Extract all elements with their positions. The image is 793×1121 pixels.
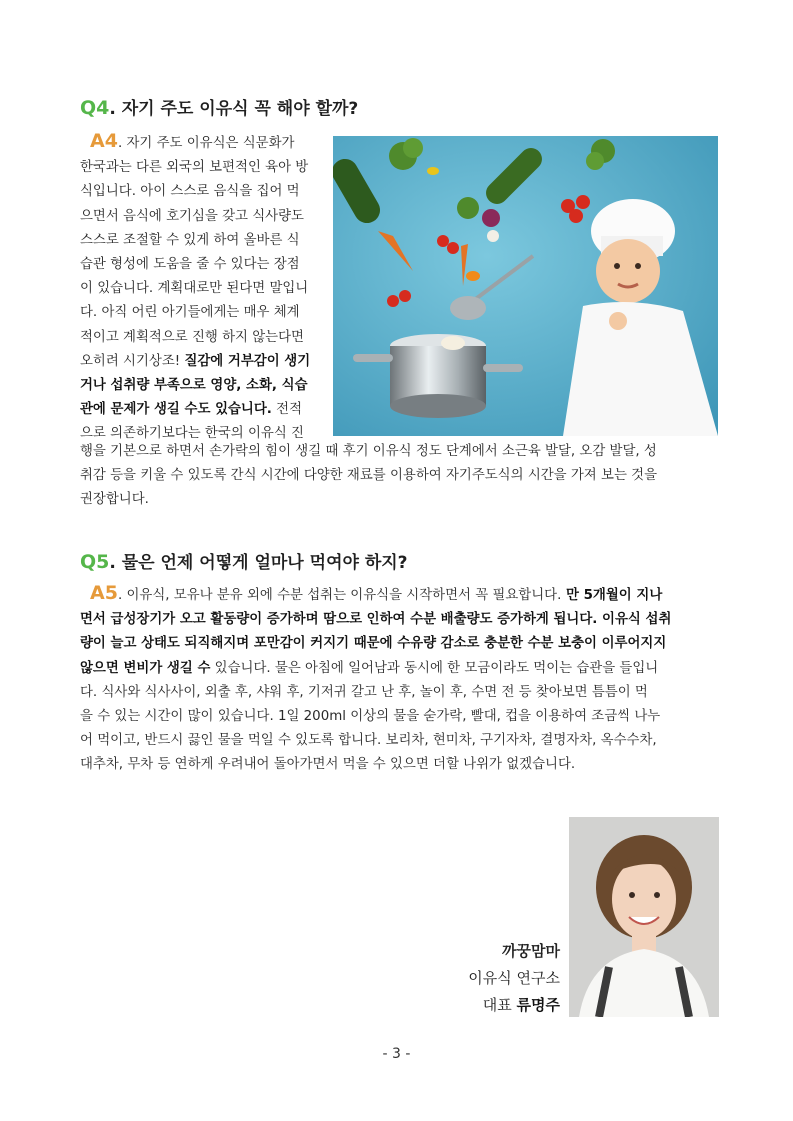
q5-question: . 물은 언제 어떻게 얼마나 먹여야 하지? <box>109 553 408 573</box>
q4-line: 습관 형성에 도움을 줄 수 있다는 장점 <box>80 257 300 273</box>
q4-line: 다. 아직 어린 아기들에게는 매우 체계 <box>80 305 300 321</box>
a4-number: A4 <box>90 130 118 152</box>
q5-bold-text: 면서 급성장기가 오고 활동량이 증가하며 땀으로 인하여 수분 배출량도 증가하게 됩니다. 이유식 섭취 <box>80 612 672 628</box>
q4-answer-column <box>80 129 330 447</box>
author-title-line <box>420 992 560 1019</box>
q5-bold-text: 량이 늘고 상태도 되직해지며 포만감이 커지기 때문에 수유량 감소로 충분한 수분 보충이 이루어지지 <box>80 636 667 652</box>
author-signature <box>420 938 560 1019</box>
a5-number: A5 <box>90 582 118 604</box>
q5-heading <box>80 548 408 573</box>
q4-line: 적이고 계획적으로 진행 하지 않는다면 <box>80 329 304 345</box>
q4-bold-text: 거나 섭취량 부족으로 영양, 소화, 식습 <box>80 378 308 394</box>
q5-line: 다. 식사와 식사사이, 외출 후, 샤워 후, 기저귀 갈고 난 후, 놀이 후, 수면 전 등 찾아보면 틈틈이 먹 <box>80 684 648 700</box>
q4-line: 으면서 음식에 호기심을 갖고 식사량도 <box>80 208 304 224</box>
author-portrait-illustration <box>569 817 719 1017</box>
q5-answer <box>80 581 720 778</box>
q4-line: . 자기 주도 이유식은 식문화가 <box>117 136 295 151</box>
q4-line: 으로 의존하기보다는 한국의 이유식 진 <box>80 426 304 442</box>
q4-line: 전적 <box>271 402 303 418</box>
q5-line: 을 수 있는 시간이 많이 있습니다. 1일 200ml 이상의 물을 숟가락, 빨대, 컵을 이용하여 조금씩 나누 <box>80 709 661 725</box>
author-title: 대표 <box>482 996 517 1014</box>
q5-line: 대추차, 무차 등 연하게 우려내어 돌아가면서 먹을 수 있으면 더할 나위가 없겠습니다. <box>80 757 576 773</box>
q5-bold-text: 만 5개월이 지나 <box>561 588 663 603</box>
q4-bold-text: 질감에 거부감이 생기 <box>184 353 311 369</box>
q4-line: 이 있습니다. 계획대로만 된다면 말입니 <box>80 281 309 297</box>
q4-line: 행을 기본으로 하면서 손가락의 힘이 생길 때 후기 이유식 정도 단계에서 소근육 발달, 오감 발달, 성 <box>80 444 657 459</box>
q5-number: Q5 <box>80 551 110 573</box>
q4-bold-text: 관에 문제가 생길 수도 있습니다. <box>80 402 272 418</box>
q4-heading <box>80 94 358 119</box>
author-name: 류명주 <box>516 996 560 1014</box>
q5-bold-text: 않으면 변비가 생길 수 <box>80 660 211 676</box>
q4-line: 한국과는 다른 외국의 보편적인 육아 방 <box>80 160 309 176</box>
baby-chef-illustration <box>333 136 718 436</box>
author-nickname: 까꿍맘마 <box>502 942 560 960</box>
baby-chef-photo <box>333 136 718 436</box>
q4-line: 권장합니다. <box>80 492 149 508</box>
q5-line: 어 먹이고, 반드시 끓인 물을 먹일 수 있도록 합니다. 보리차, 현미차, 구기자차, 결명자차, 옥수수차, <box>80 733 657 749</box>
q4-line: 스스로 조절할 수 있게 하여 올바른 식 <box>80 232 300 248</box>
q5-line: . 이유식, 모유나 분유 외에 수분 섭취는 이유식을 시작하면서 꼭 필요합니다. <box>117 588 562 603</box>
q5-line: 있습니다. 물은 아침에 일어남과 동시에 한 모금이라도 먹이는 습관을 들입니 <box>210 660 659 676</box>
page-number: - 3 - <box>382 1046 411 1062</box>
author-org: 이유식 연구소 <box>468 969 560 987</box>
q4-line: 식입니다. 아이 스스로 음식을 집어 먹 <box>80 184 300 200</box>
q4-line: 취감 등을 키울 수 있도록 간식 시간에 다양한 재료를 이용하여 자기주도식의 시간을 가져 보는 것을 <box>80 468 658 484</box>
q4-answer-continuation <box>80 440 720 513</box>
author-photo <box>569 817 719 1017</box>
q4-line: 오히려 시기상조! <box>80 353 181 369</box>
q4-question: . 자기 주도 이유식 꼭 해야 할까? <box>109 99 359 119</box>
q4-number: Q4 <box>80 97 110 119</box>
